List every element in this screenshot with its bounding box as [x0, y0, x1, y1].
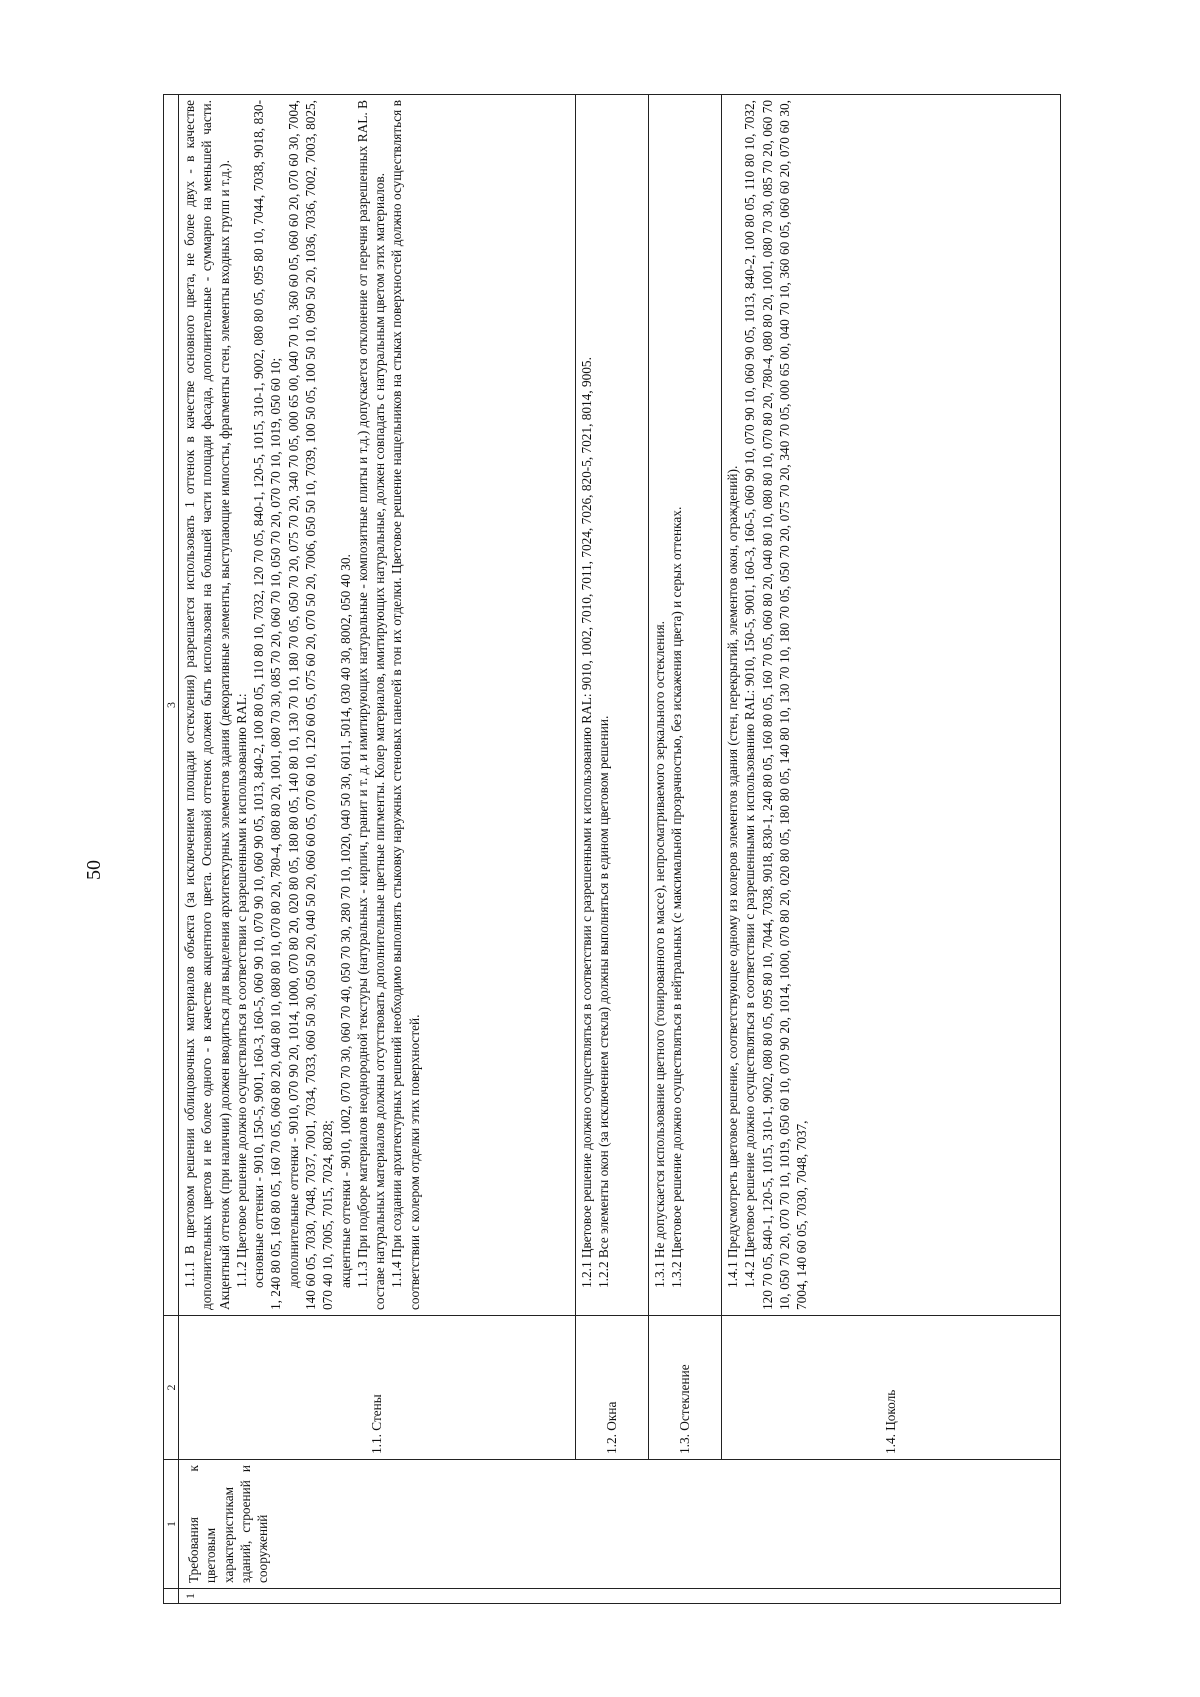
- section-content-windows: [576, 95, 649, 1316]
- table-header-row: [164, 95, 179, 1604]
- item-1-4-2: 1.4.2 Цветовое решение должно осуществляться в соответствии с разрешенными к использованию RAL: 9010, 150-5, 9001, 160-3, 160-5, 060 90 10, 070 90 10, 060 90 05, 1013, 840-2, 100 80 05, 110 80 10, 7032, 120 70 05, 840-1, 120-5, 1015, 310-1, 9002, 080 80 05, 095 80 10, 7044, 7038, 9018, 830-1, 240 80 05, 160 80 05, 160 70 05, 060 80 20, 040 80 10, 080 80 10, 070 80 20, 780-4, 080 80 20, 1001, 080 70 30, 085 70 20, 060 70 10, 050 70 20, 070 70 10, 1019, 050 60 10, 070 90 20, 1014, 1000, 070 80 20, 020 80 05, 180 80 05, 140 80 10, 130 70 10, 180 70 05, 050 70 20, 075 70 20, 340 70 05, 000 65 00, 040 70 10, 360 60 05, 060 60 20, 070 60 30, 7004, 140 60 05, 7030, 7048, 7037,: [742, 100, 810, 1310]
- item-1-2-1: 1.2.1 Цветовое решение должно осуществляться в соответствии с разрешенными к использованию RAL: 9010, 1002, 7010, 7011, 7024, 7026, 820-5, 7021, 8014, 9005.: [579, 357, 594, 1288]
- table-row: [722, 95, 1061, 1604]
- item-1-1-4: 1.1.4 При создании архитектурных решений необходимо выполнять стыковку наружных стеновых панелей в тон их отделки. Цветовое решение нащельников на стыках поверхностей должно осуществляться в соответствии с колером отделки этих поверхностей.: [389, 100, 422, 1310]
- section-title-windows: 1.2. Окна: [576, 1316, 649, 1460]
- document-body: [163, 94, 1061, 1604]
- header-cell-3: 3: [164, 95, 179, 1316]
- category-text: Требования к цветовым характеристикам зданий, строений и сооружений: [186, 1465, 271, 1583]
- item-1-1-2-additional: дополнительные оттенки - 9010, 070 90 20, 1014, 1000, 070 80 20, 020 80 05, 180 80 05, 140 80 10, 130 70 10, 180 70 05, 050 70 20, 075 70 20, 340 70 05, 000 65 00, 040 70 10, 360 60 05, 060 60 20, 070 60 30, 7004, 140 60 05, 7030, 7048, 7037, 7001, 7034, 7033, 060 50 30, 050 50 20, 040 50 20, 060 60 05, 070 60 10, 120 60 05, 075 60 20, 070 50 20, 7006, 050 50 10, 7039, 100 50 05, 100 50 10, 090 50 20, 1036, 7036, 7002, 7003, 8025, 070 40 10, 7005, 7015, 7024, 8028;: [285, 100, 336, 1310]
- section-content-plinth: [722, 95, 1061, 1316]
- item-1-3-2: 1.3.2 Цветовое решение должно осуществляться в нейтральных (с максимальной прозрачностью, без искажения цвета) и серых оттенках.: [669, 506, 685, 1288]
- section-content-glazing: [649, 95, 722, 1316]
- header-cell-2: 2: [164, 1316, 179, 1460]
- page-number: 50: [83, 860, 105, 880]
- requirements-table: [163, 94, 1061, 1604]
- item-1-1-2-accent: акцентные оттенки - 9010, 1002, 070 70 30, 060 70 40, 050 70 30, 280 70 10, 1020, 040 50 30, 6011, 5014, 030 40 30, 8002, 050 40 30.: [337, 554, 353, 1288]
- section-content-walls: [179, 95, 576, 1316]
- item-1-1-3: 1.1.3 При подборе материалов неоднородной текстуры (натуральных - кирпич, гранит и т. д. и имитирующих натуральные - композитные плиты и т.д.) допускается отклонение от перечня разрешенных RAL. В составе натуральных материалов должны отсутствовать дополнительные цветные пигменты. Колер материалов, имитирующих натуральные, должен совпадать с натуральным цветом этих материалов.: [354, 100, 388, 1310]
- item-1-4-1: 1.4.1 Предусмотреть цветовое решение, соответствующее одному из колеров элементов здания (стен, перекрытий, элементов окон, ограждений).: [725, 465, 740, 1288]
- section-title-plinth: 1.4. Цоколь: [722, 1316, 1061, 1460]
- table-row: [179, 95, 576, 1604]
- row-number: 1: [183, 1593, 197, 1599]
- item-1-1-2-main: основные оттенки - 9010, 150-5, 9001, 160-3, 160-5, 060 90 10, 070 90 10, 060 90 05, 1013, 840-2, 100 80 05, 110 80 10, 7032, 120 70 05, 840-1, 120-5, 1015, 310-1, 9002, 080 80 05, 095 80 10, 7044, 7038, 9018, 830-1, 240 80 05, 160 80 05, 160 70 05, 060 80 20, 040 80 10, 080 80 10, 070 80 20, 780-4, 080 80 20, 1001, 080 70 30, 085 70 20, 060 70 10, 050 70 20, 070 70 10, 1019, 050 60 10;: [251, 100, 284, 1310]
- section-title-walls: 1.1. Стены: [179, 1316, 576, 1460]
- header-cell-1: 1: [164, 1460, 179, 1589]
- section-title-glazing: 1.3. Остекление: [649, 1316, 722, 1460]
- item-1-3-1: 1.3.1 Не допускается использование цветного (тонированного в массе), непросматриваемого зеркального остекления.: [652, 621, 667, 1288]
- category-cell: [179, 1460, 1061, 1589]
- item-1-2-2: 1.2.2 Все элементы окон (за исключением стекла) должны выполняться в едином цветовом решении.: [596, 715, 612, 1288]
- item-1-1-2: 1.1.2 Цветовое решение должно осуществляться в соответствии с разрешенными к использованию RAL:: [233, 693, 249, 1288]
- row-number-cell: [179, 1589, 1061, 1604]
- table-row: [576, 95, 649, 1604]
- header-cell-blank: [164, 1589, 179, 1604]
- table-row: [649, 95, 722, 1604]
- item-1-1-1: 1.1.1 В цветовом решении облицовочных материалов объекта (за исключением площади остекления) разрешается использовать 1 оттенок в качестве основного цвета, не более двух - в качестве дополнительных цветов и не более одного - в качестве акцентного цвета. Основной оттенок должен быть использован на большей части площади фасада, дополнительные - суммарно на меньшей части. Акцентный оттенок (при наличии) должен вводиться для выделения архитектурных элементов здания (декоративные элементы, выступающие импосты, фрагменты стен, элементы входных групп и т.д.).: [182, 100, 232, 1310]
